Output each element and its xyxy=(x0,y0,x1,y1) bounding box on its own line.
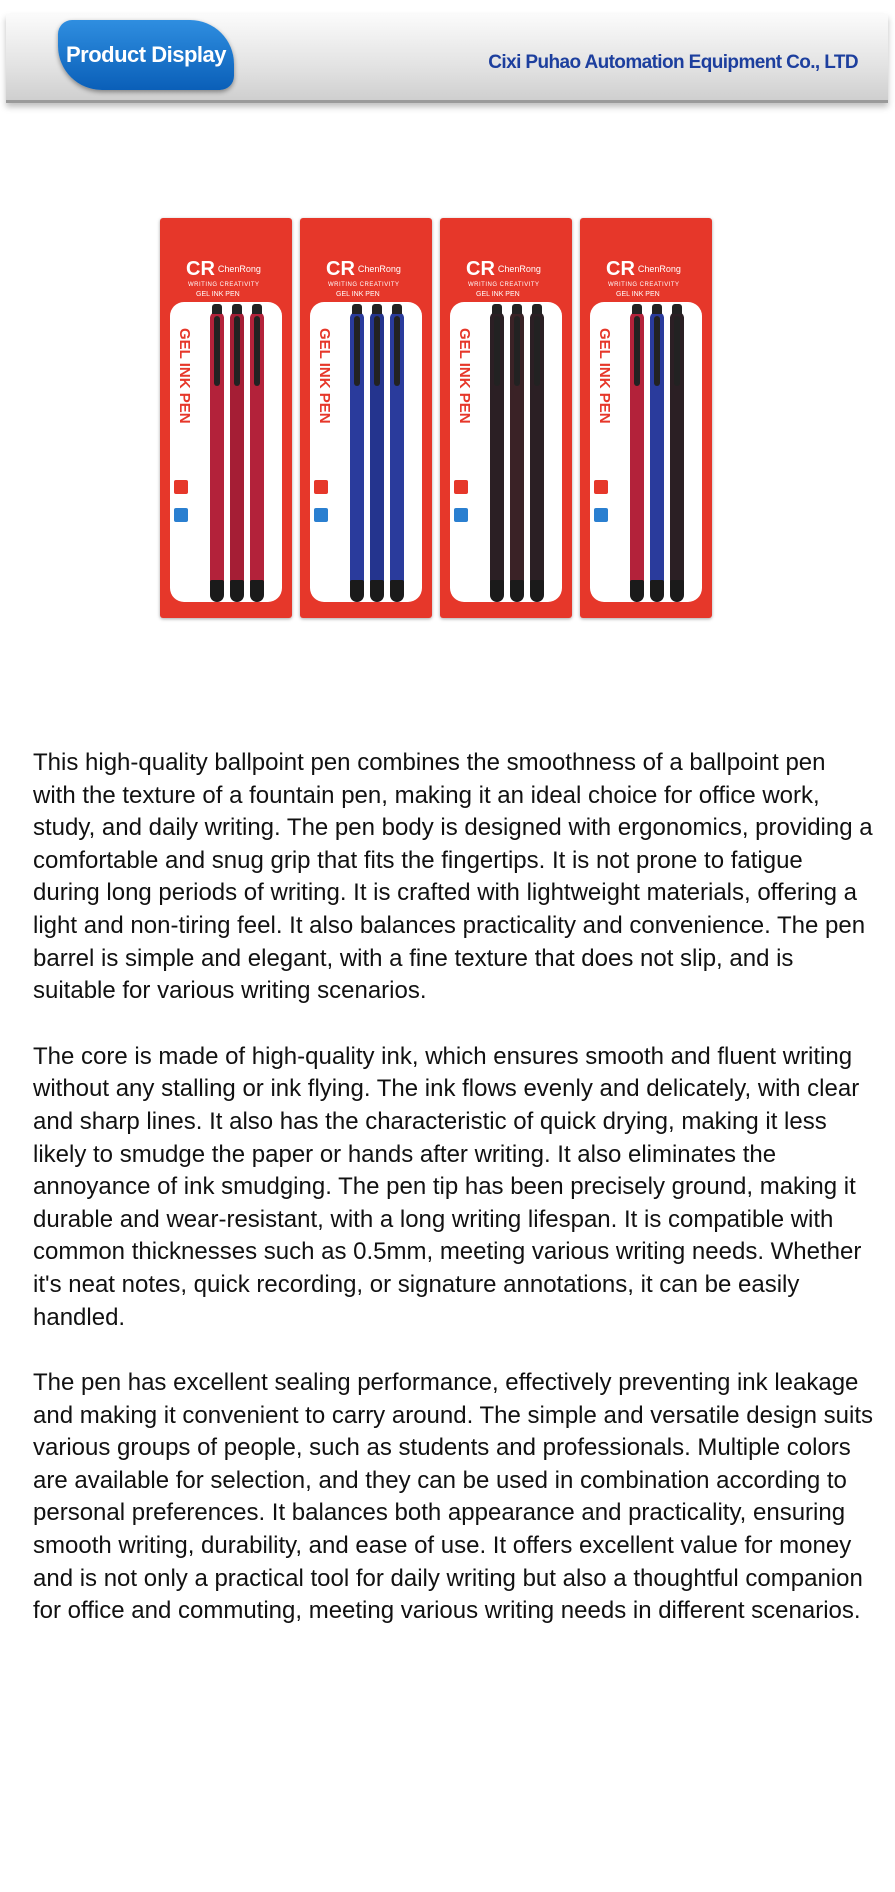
color-swatch xyxy=(174,480,188,494)
pen xyxy=(510,312,524,598)
brand-name: ChenRong xyxy=(357,264,401,274)
color-swatch xyxy=(454,508,468,522)
color-swatch xyxy=(594,480,608,494)
card-subtitle: WRITING CREATIVITY xyxy=(608,282,680,288)
pen xyxy=(370,312,384,598)
brand-name: ChenRong xyxy=(637,264,681,274)
card-product: GEL INK PEN xyxy=(616,291,660,298)
pen xyxy=(670,312,684,598)
brand-logo-mark: CR xyxy=(606,257,635,280)
description-paragraph: The pen has excellent sealing performance, effectively preventing ink leakage and making it convenient to carry around. The simple and versatile design suits various groups of people, such as students and professionals. Multiple colors are available for selection, and they can be used in combination according to personal preferences. It balances both appearance and practicality, ensuring smooth writing, durability, and ease of use. It offers excellent value for money and is not only a practical tool for daily writing but also a thoughtful companion for office and commuting, meeting various writing needs in different scenarios. xyxy=(33,1369,874,1625)
description-paragraph: This high-quality ballpoint pen combines the smoothness of a ballpoint pen with the texture of a fountain pen, making it an ideal choice for office work, study, and daily writing. The pen body is designed with ergonomics, providing a comfortable and snug grip that fits the fingertips. It is not prone to fatigue during long periods of writing. It is crafted with lightweight materials, offering a light and non-tiring feel. It also balances practicality and convenience. The pen barrel is simple and elegant, with a fine texture that does not slip, and is suitable for various writing scenarios. xyxy=(33,749,873,1005)
description-paragraph: The core is made of high-quality ink, which ensures smooth and fluent writing without any stalling or ink flying. The ink flows evenly and delicately, with clear and sharp lines. It also has the characteristic of quick drying, making it less likely to smudge the paper or hands after writing. It also eliminates the annoyance of ink smudging. The pen tip has been precisely ground, making it durable and wear-resistant, with a long writing lifespan. It is compatible with common thicknesses such as 0.5mm, meeting various writing needs. Whether it's neat notes, quick recording, or signature annotations, it can be easily handled. xyxy=(33,1042,862,1331)
pen xyxy=(530,312,544,598)
card-subtitle: WRITING CREATIVITY xyxy=(188,282,260,288)
pen xyxy=(630,312,644,598)
brand-name: ChenRong xyxy=(217,264,261,274)
card-product: GEL INK PEN xyxy=(196,291,240,298)
pen-pack-red xyxy=(160,218,292,618)
brand-logo-mark: CR xyxy=(466,257,495,280)
color-swatch xyxy=(314,508,328,522)
pen xyxy=(230,312,244,598)
header-banner xyxy=(6,14,888,103)
product-photo xyxy=(160,218,720,620)
pen-pack-mixed xyxy=(580,218,712,618)
section-badge: Product Display xyxy=(58,20,234,90)
card-vertical-text: GEL INK PEN xyxy=(456,328,473,424)
color-swatch xyxy=(454,480,468,494)
color-swatch xyxy=(174,508,188,522)
card-product: GEL INK PEN xyxy=(336,291,380,298)
pen xyxy=(210,312,224,598)
pen xyxy=(350,312,364,598)
color-swatch xyxy=(314,480,328,494)
card-product: GEL INK PEN xyxy=(476,291,520,298)
card-subtitle: WRITING CREATIVITY xyxy=(468,282,540,288)
color-swatch xyxy=(594,508,608,522)
product-description xyxy=(33,747,873,1661)
card-vertical-text: GEL INK PEN xyxy=(316,328,333,424)
pen-pack-black xyxy=(440,218,572,618)
pen xyxy=(250,312,264,598)
pen xyxy=(390,312,404,598)
pen xyxy=(650,312,664,598)
pen-pack-blue xyxy=(300,218,432,618)
card-vertical-text: GEL INK PEN xyxy=(596,328,613,424)
brand-logo-mark: CR xyxy=(326,257,355,280)
brand-logo-mark: CR xyxy=(186,257,215,280)
pen xyxy=(490,312,504,598)
card-subtitle: WRITING CREATIVITY xyxy=(328,282,400,288)
brand-name: ChenRong xyxy=(497,264,541,274)
card-vertical-text: GEL INK PEN xyxy=(176,328,193,424)
company-name: Cixi Puhao Automation Equipment Co., LTD xyxy=(488,52,858,73)
